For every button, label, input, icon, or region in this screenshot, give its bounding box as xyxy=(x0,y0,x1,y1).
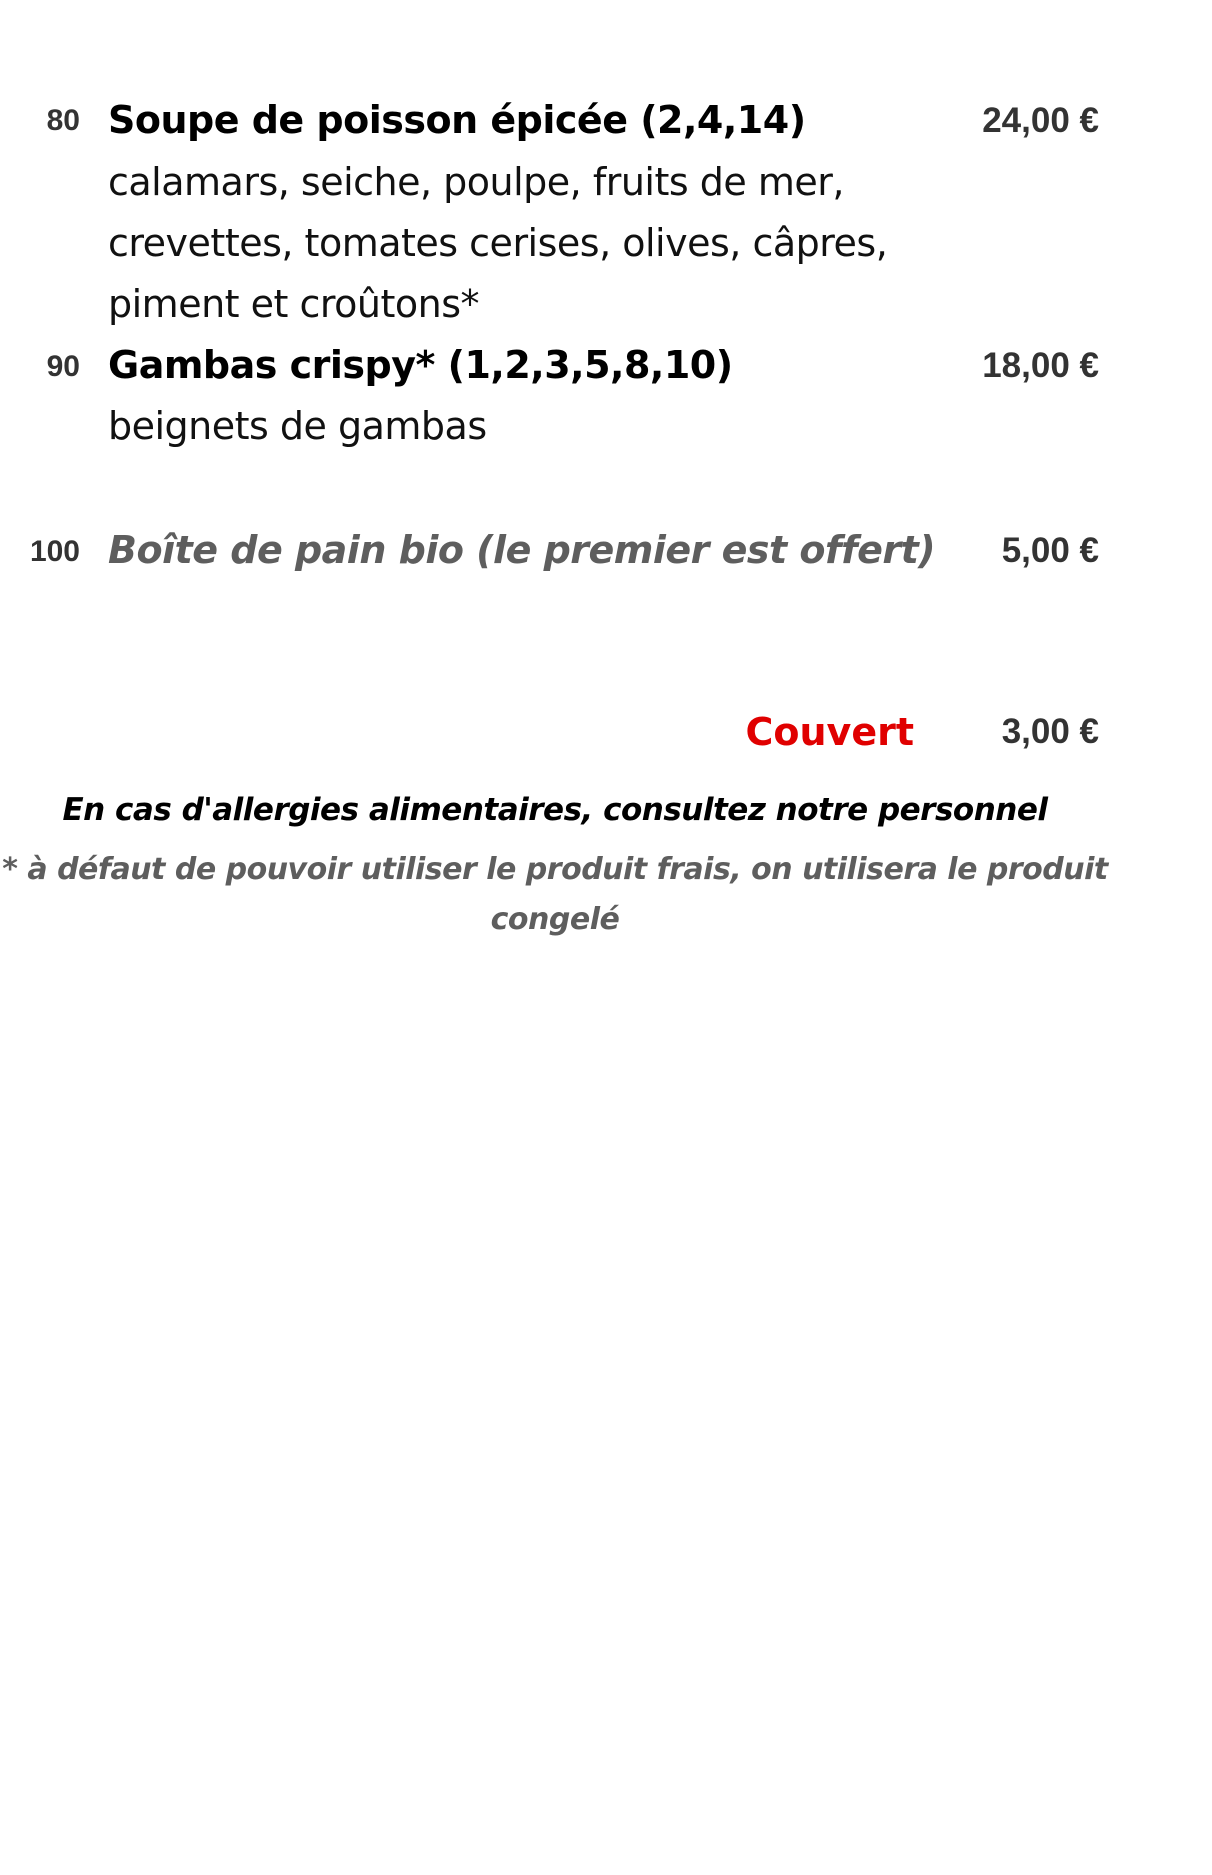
item-description-line: piment et croûtons* xyxy=(108,282,480,326)
couvert-label: Couvert xyxy=(745,710,914,754)
couvert-price: 3,00 € xyxy=(1001,712,1099,751)
frozen-notice-line: * à défaut de pouvoir utiliser le produit frais, on utilisera le produit xyxy=(2,852,1108,887)
item-number: 90 xyxy=(46,350,80,383)
item-price: 5,00 € xyxy=(1001,531,1099,570)
item-description-line: beignets de gambas xyxy=(108,404,487,448)
item-description-line: calamars, seiche, poulpe, fruits de mer, xyxy=(108,160,844,204)
item-number: 80 xyxy=(46,104,80,137)
item-number: 100 xyxy=(29,535,80,568)
allergy-notice: En cas d'allergies alimentaires, consultez notre personnel xyxy=(62,792,1048,828)
item-title: Boîte de pain bio (le premier est offert) xyxy=(108,528,936,572)
item-description xyxy=(108,396,487,457)
item-price: 18,00 € xyxy=(982,346,1099,385)
item-description-line: crevettes, tomates cerises, olives, câpres, xyxy=(108,221,888,265)
frozen-notice-line: congelé xyxy=(490,902,620,937)
item-price: 24,00 € xyxy=(982,101,1099,140)
item-description xyxy=(108,152,887,335)
item-title: Gambas crispy* (1,2,3,5,8,10) xyxy=(108,343,733,387)
item-title: Soupe de poisson épicée (2,4,14) xyxy=(108,98,806,142)
frozen-product-notice xyxy=(0,845,1110,945)
